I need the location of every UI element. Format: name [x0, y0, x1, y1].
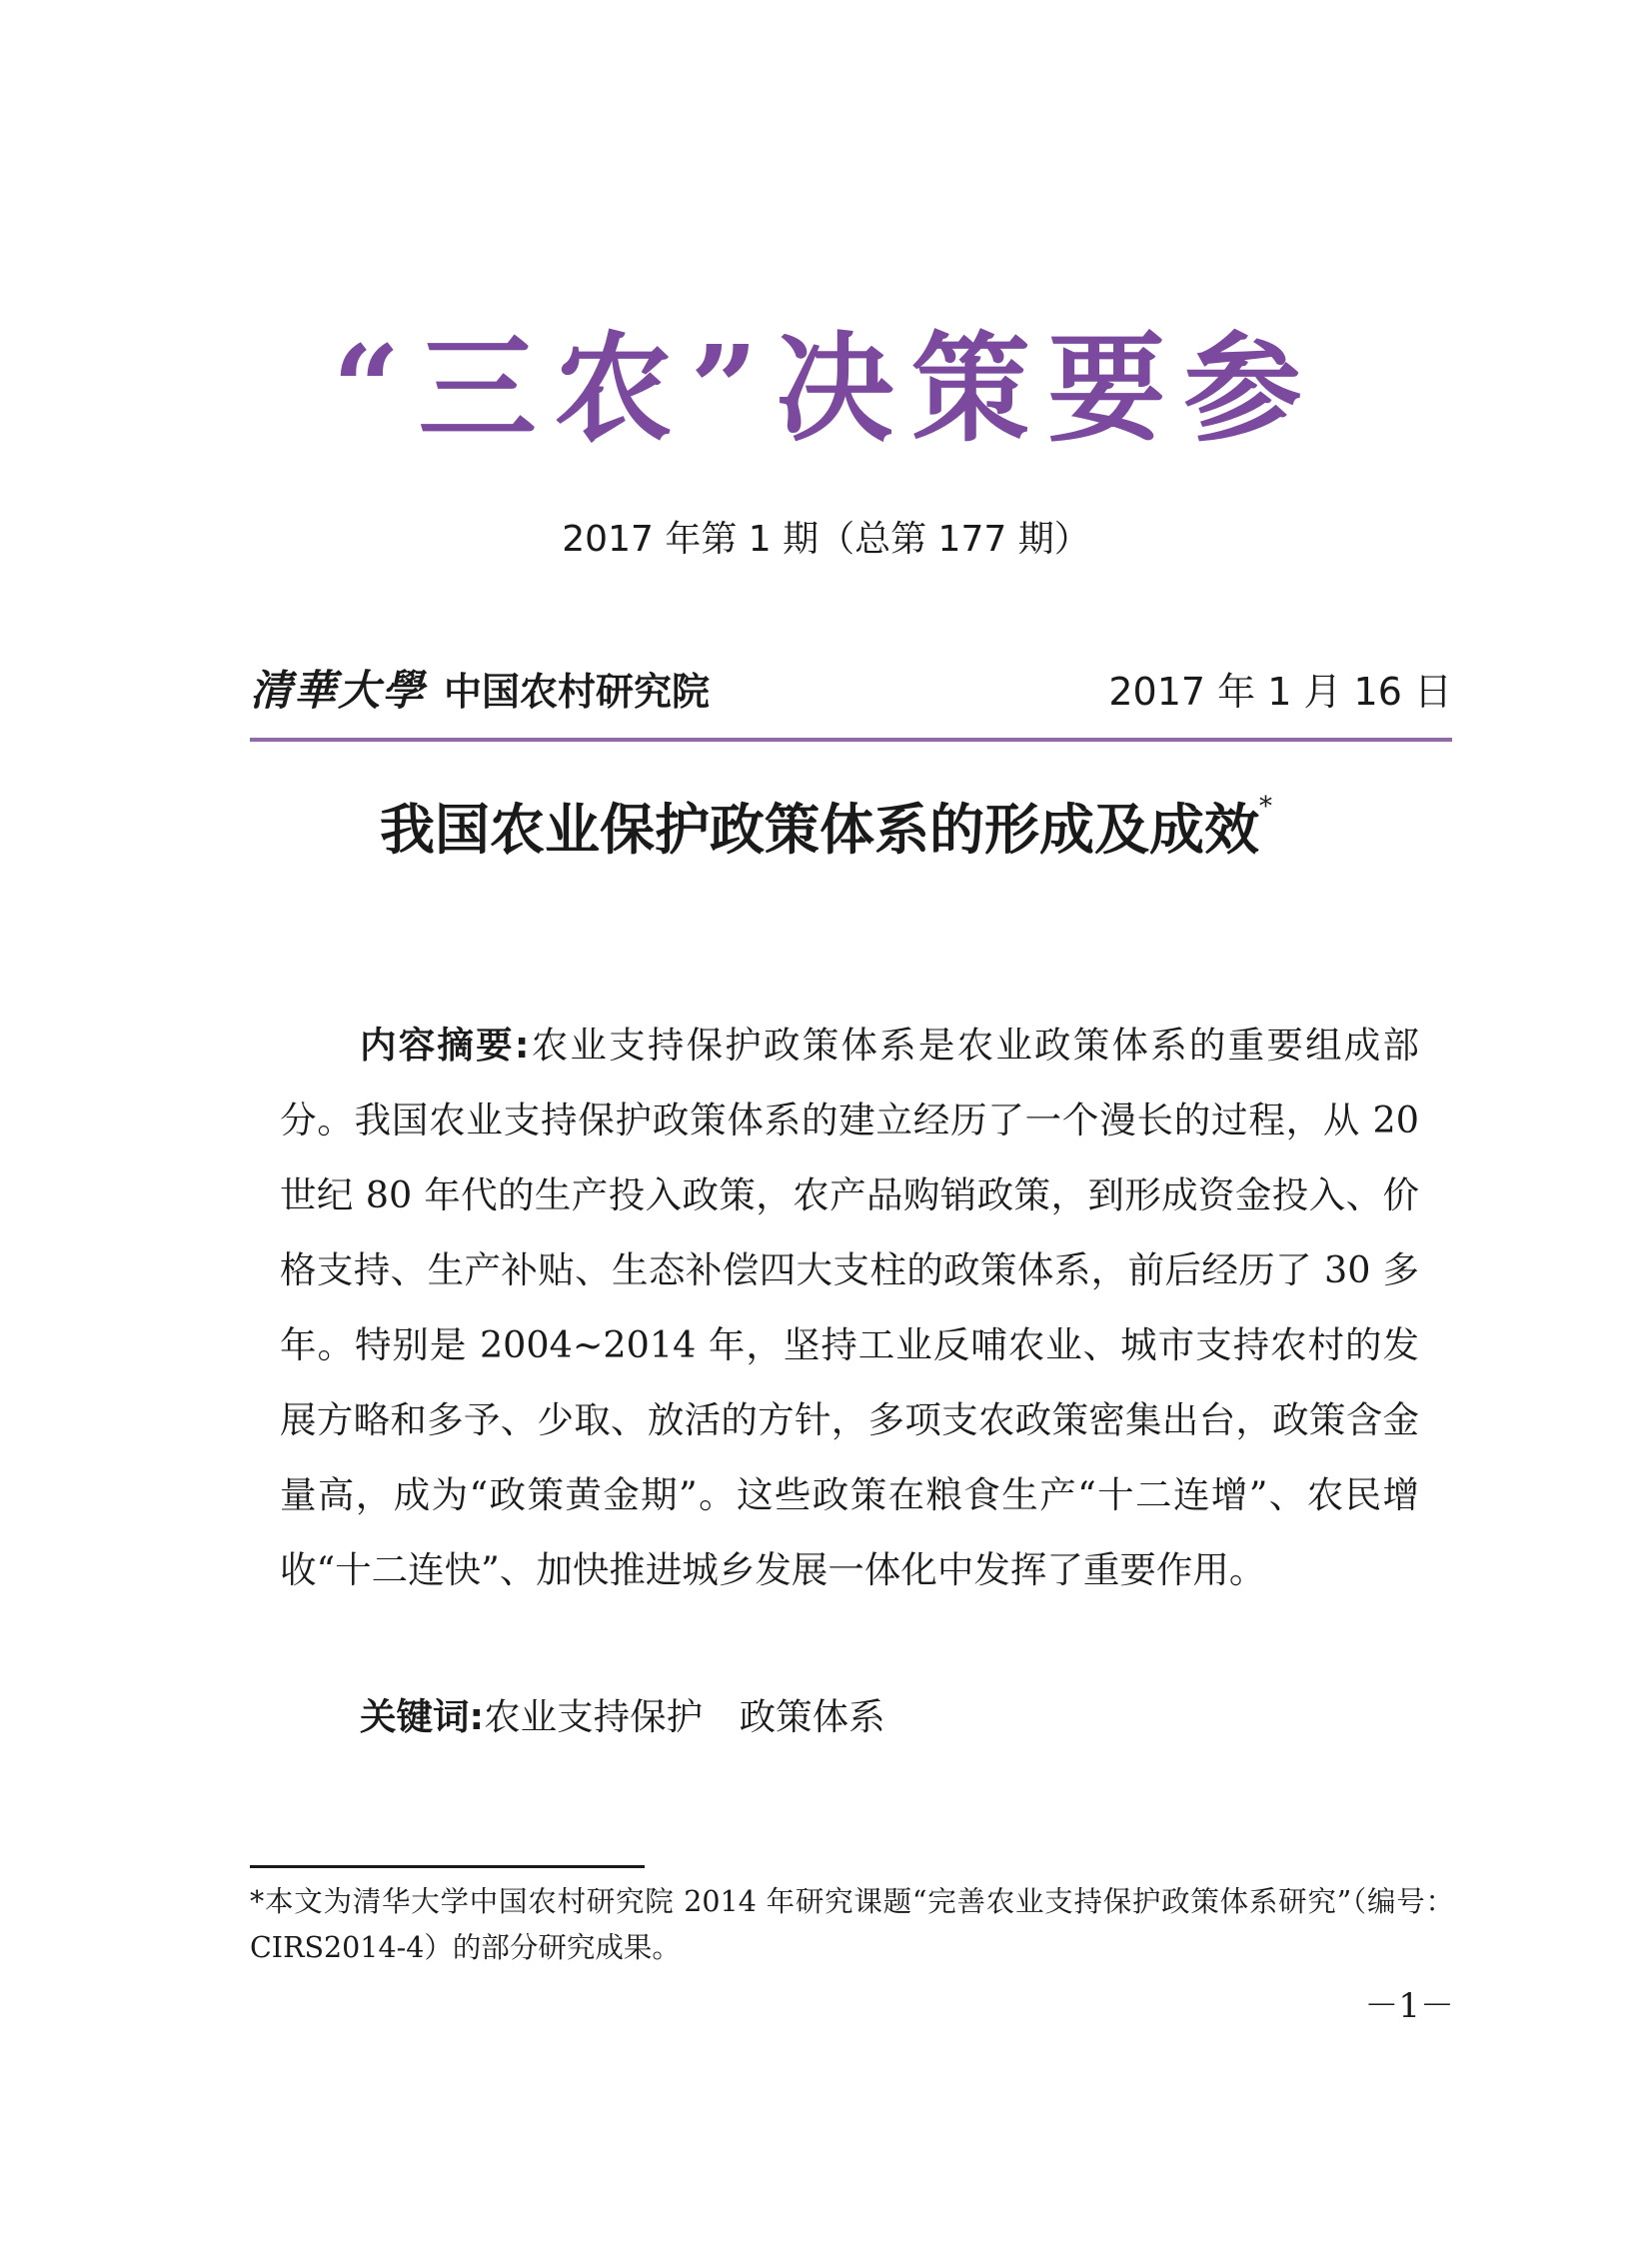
- article-title: [0, 792, 1652, 862]
- footnote: *本文为清华大学中国农村研究院 2014 年研究课题“完善农业支持保护政策体系研究”（编号：CIRS2014-4）的部分研究成果。: [250, 1885, 1454, 1964]
- keywords: [360, 1687, 1419, 1747]
- abstract-paragraph: [280, 1008, 1419, 1607]
- page-number: －1－: [1364, 1986, 1454, 2026]
- article-title-text: 我国农业保护政策体系的形成及成效: [379, 797, 1259, 862]
- institution: [250, 658, 710, 718]
- publication-date: 2017 年 1 月 16 日: [1108, 669, 1452, 714]
- institute-name: 中国农村研究院: [444, 668, 711, 714]
- abstract-text: 农业支持保护政策体系是农业政策体系的重要组成部分。我国农业支持保护政策体系的建立经历了一个漫长的过程，从 20 世纪 80 年代的生产投入政策，农产品购销政策，到形成资金投入、价格支持、生产补贴、生态补偿四大支柱的政策体系，前后经历了 30 多年。特别是 2004~2014 年，坚持工业反哺农业、城市支持农村的发展方略和多予、少取、放活的方针，多项支农政策密集出台，政策含金量高，成为“政策黄金期”。这些政策在粮食生产“十二连增”、农民增收“十二连快”、加快推进城乡发展一体化中发挥了重要作用。: [280, 1024, 1420, 1591]
- issue-number: 2017 年第 1 期（总第 177 期）: [562, 519, 1090, 560]
- footnote-divider: [250, 1865, 645, 1868]
- header-divider: [250, 738, 1452, 742]
- university-logo-text: 清華大學: [250, 666, 427, 715]
- title-footnote-mark: *: [1259, 792, 1272, 822]
- institution-row: [250, 658, 1452, 718]
- keywords-text: 农业支持保护 政策体系: [484, 1695, 885, 1738]
- masthead-title: “三农”决策要参: [332, 319, 1320, 458]
- keywords-label: 关键词:: [360, 1695, 485, 1738]
- abstract-label: 内容摘要:: [360, 1024, 530, 1067]
